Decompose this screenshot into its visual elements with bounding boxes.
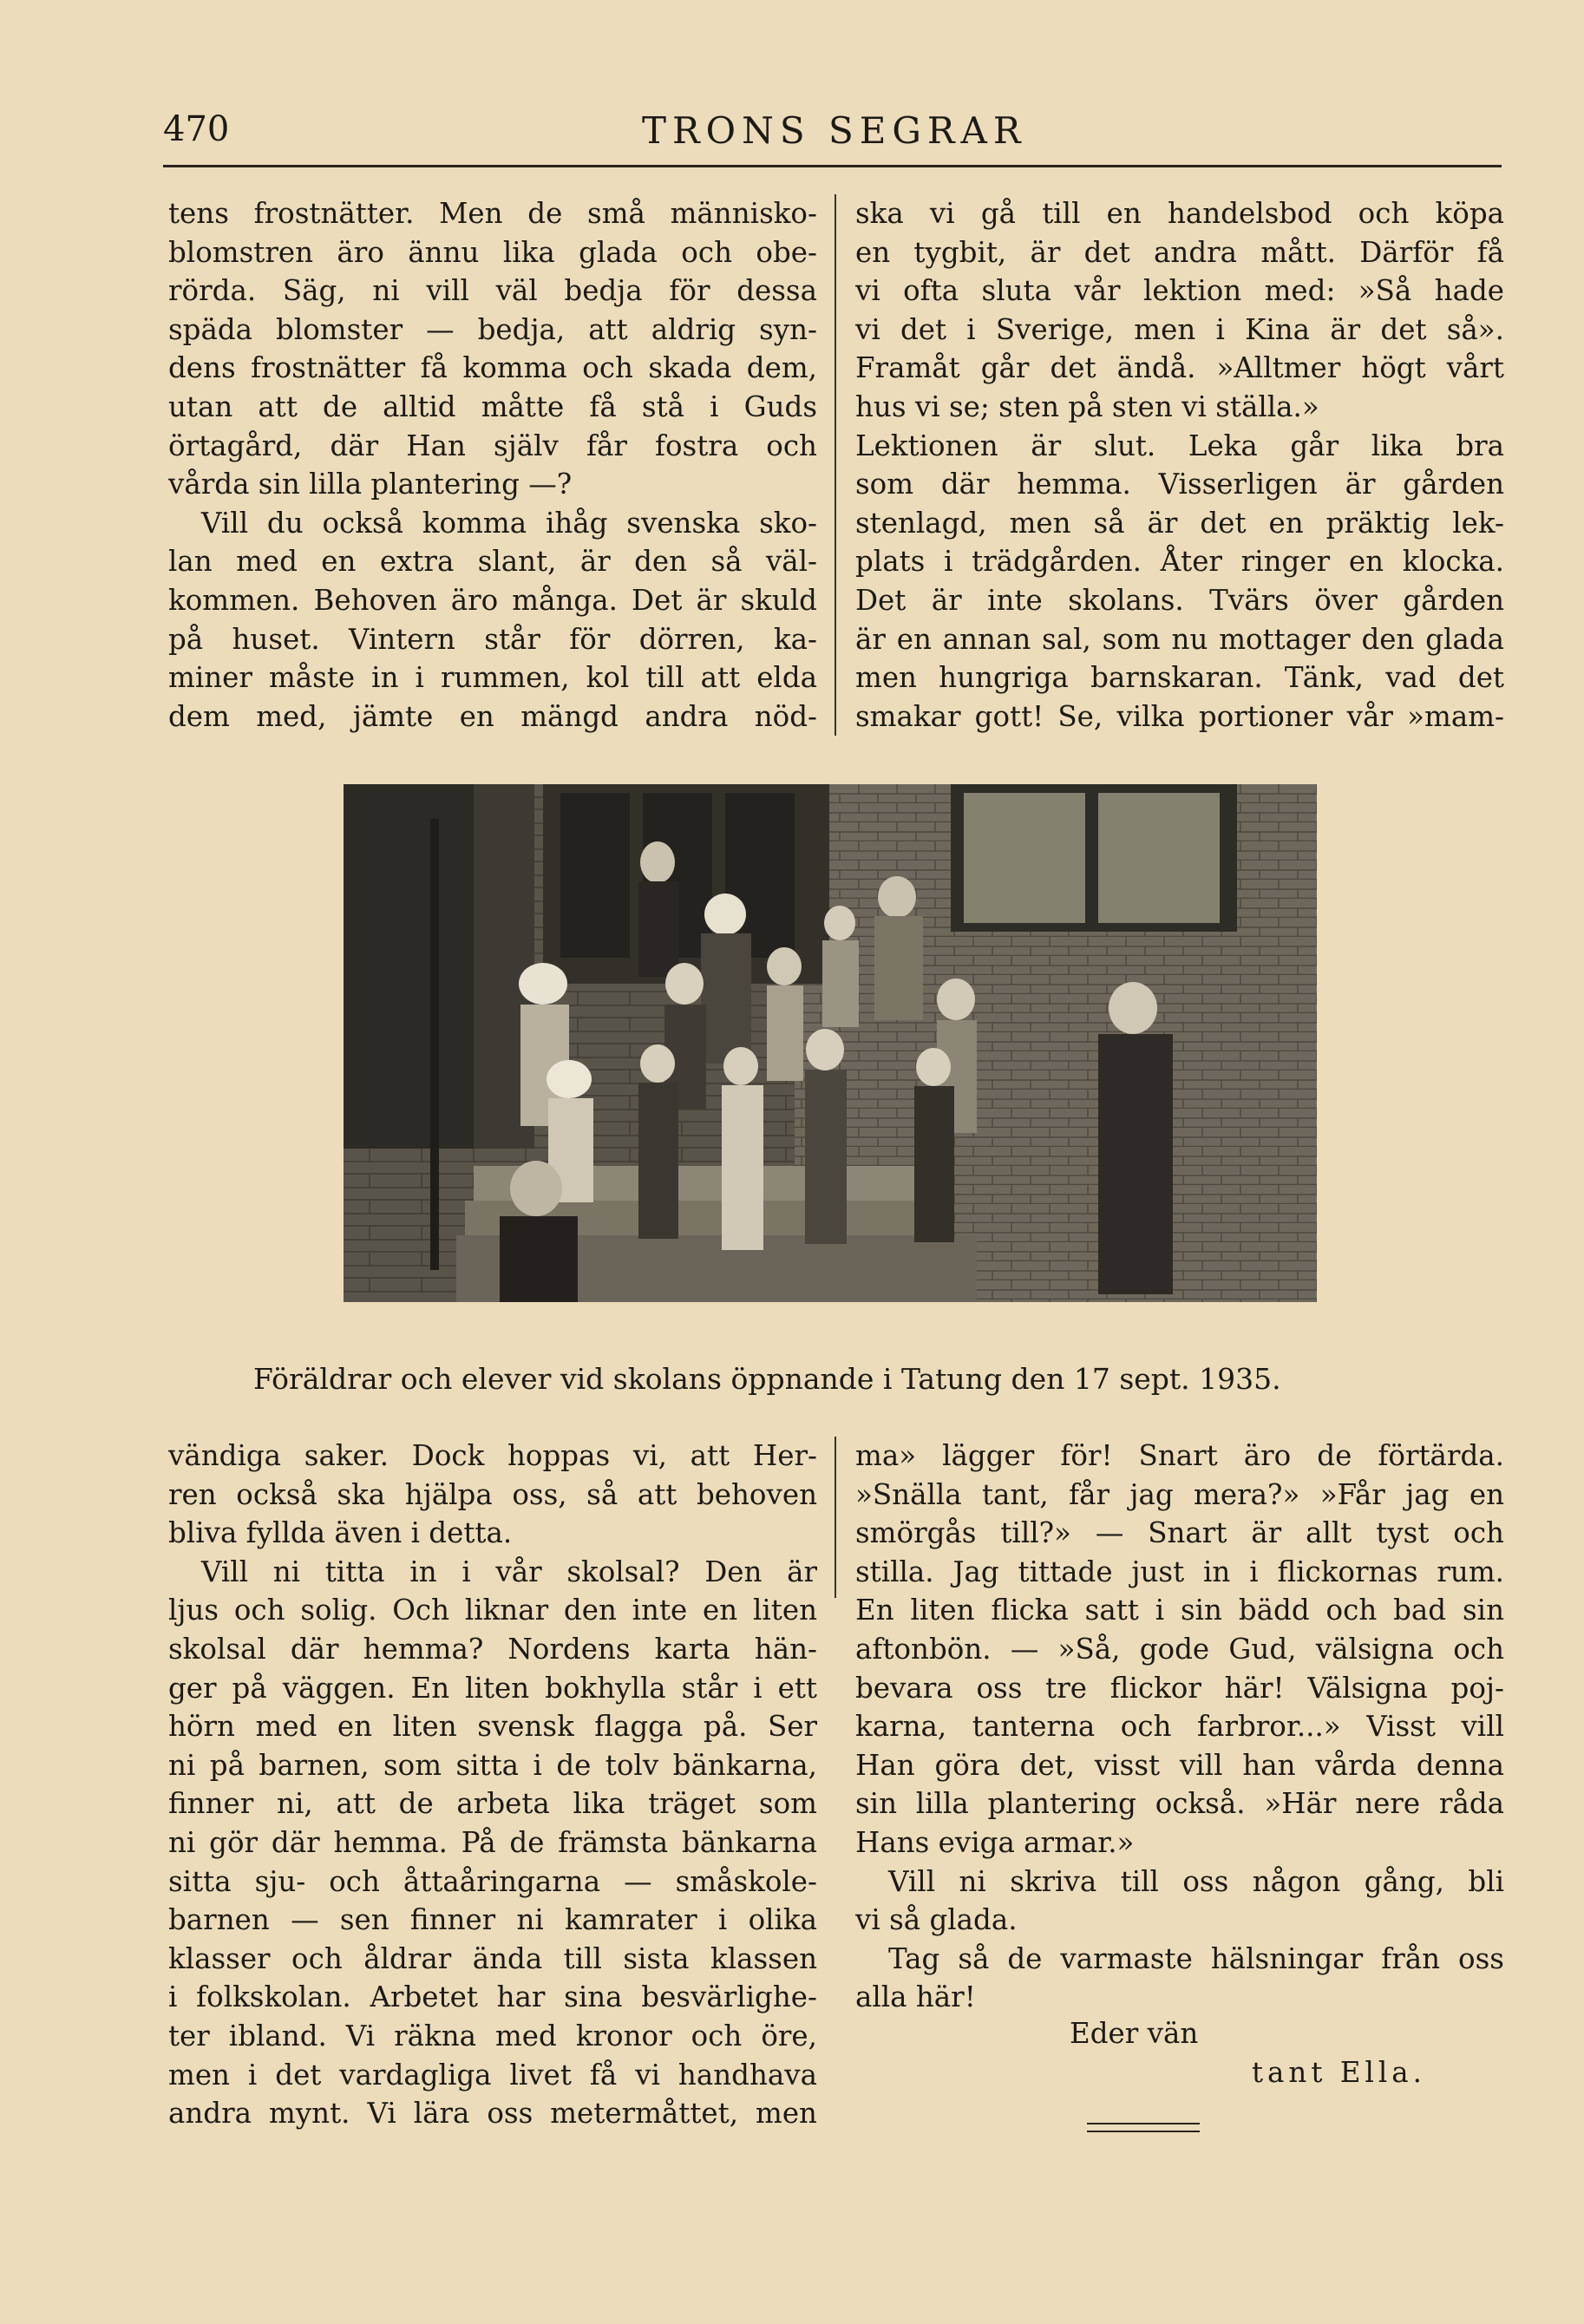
text-line: aftonbön. — »Så, gode Gud, välsigna och (855, 1632, 1504, 1666)
text-line: dem med, jämte en mängd andra nöd- (168, 699, 817, 733)
text-line: alla här! (855, 1980, 976, 2014)
text-line: ni gör där hemma. På de främsta bänkarna (168, 1825, 817, 1859)
text-line: vi det i Sverige, men i Kina är det så». (855, 312, 1504, 346)
text-line: vändiga saker. Dock hoppas vi, att Her- (168, 1439, 817, 1472)
text-line: tens frostnätter. Men de små människo- (168, 197, 817, 230)
group-photo-illustration (344, 784, 1317, 1302)
text-line: men hungriga barnskaran. Tänk, vad det (855, 661, 1504, 695)
text-line: hörn med en liten svensk flagga på. Ser (168, 1710, 817, 1744)
text-line: »Snälla tant, får jag mera?» »Får jag en (855, 1477, 1504, 1511)
text-line: smakar gott! Se, vilka portioner vår »mam- (855, 699, 1504, 733)
text-line: utan att de alltid måtte få stå i Guds (168, 390, 817, 423)
end-rule (1087, 2123, 1200, 2124)
text-line: ni på barnen, som sitta i de tolv bänkarna, (168, 1748, 817, 1782)
text-line: plats i trädgården. Åter ringer en klocka. (855, 545, 1504, 579)
bottom-right-column (855, 1437, 1504, 2017)
text-line: Lektionen är slut. Leka går lika bra (855, 429, 1504, 462)
signature-greeting: Eder vän (1070, 2017, 1199, 2050)
text-line: blomstren äro ännu lika glada och obe- (168, 235, 817, 269)
text-line: smörgås till?» — Snart är allt tyst och (855, 1516, 1504, 1550)
top-left-column (168, 194, 817, 736)
top-right-column (855, 194, 1504, 736)
text-line: skolsal där hemma? Nordens karta hän- (168, 1632, 817, 1666)
header-rule (163, 165, 1502, 167)
column-divider-top (835, 194, 836, 736)
signature-name: tant Ella. (1252, 2056, 1426, 2089)
text-line: örtagård, där Han själv får fostra och (168, 429, 817, 462)
text-line: ljus och solig. Och liknar den inte en liten (168, 1594, 817, 1627)
text-line: späda blomster — bedja, att aldrig syn- (168, 312, 817, 346)
end-rule (1087, 2131, 1200, 2132)
text-line: Vill ni titta in i vår skolsal? Den är (201, 1555, 817, 1588)
column-divider-bottom (835, 1437, 836, 1598)
text-line: miner måste in i rummen, kol till att elda (168, 661, 817, 695)
text-line: En liten flicka satt i sin bädd och bad sin (855, 1594, 1504, 1627)
text-line: en tygbit, är det andra mått. Därför få (855, 235, 1504, 269)
text-line: vårda sin lilla plantering —? (168, 468, 573, 501)
text-line: stenlagd, men så är det en präktig lek- (855, 506, 1504, 540)
text-line: ter ibland. Vi räkna med kronor och öre, (168, 2019, 817, 2052)
text-line: bliva fyllda även i detta. (168, 1516, 513, 1550)
text-line: Framåt går det ändå. »Alltmer högt vårt (855, 351, 1504, 385)
text-line: kommen. Behoven äro många. Det är skuld (168, 583, 817, 617)
text-line: vi ofta sluta vår lektion med: »Så hade (855, 274, 1504, 308)
text-line: rörda. Säg, ni vill väl bedja för dessa (168, 274, 817, 308)
text-line: klasser och åldrar ända till sista klassen (168, 1941, 817, 1975)
text-line: ren också ska hjälpa oss, så att behoven (168, 1477, 817, 1511)
text-line: bevara oss tre flickor här! Välsigna poj- (855, 1671, 1504, 1705)
text-line: på huset. Vintern står för dörren, ka- (168, 622, 817, 656)
text-line: lan med en extra slant, är den så väl- (168, 545, 817, 579)
bottom-left-column (168, 1437, 817, 2133)
text-line: barnen — sen finner ni kamrater i olika (168, 1903, 817, 1937)
text-line: finner ni, att de arbeta lika träget som (168, 1787, 817, 1821)
text-line: stilla. Jag tittade just in i flickornas rum. (855, 1555, 1504, 1588)
running-title: TRONS SEGRAR (642, 109, 1027, 152)
text-line: dens frostnätter få komma och skada dem, (168, 351, 817, 385)
text-line: Hans eviga armar.» (855, 1825, 1135, 1859)
text-line: vi så glada. (855, 1903, 1018, 1937)
text-line: karna, tanterna och farbror...» Visst vill (855, 1710, 1504, 1744)
text-line: Tag så de varmaste hälsningar från oss (888, 1941, 1504, 1975)
text-line: Han göra det, visst vill han vårda denna (855, 1748, 1504, 1782)
page-number: 470 (163, 109, 230, 149)
text-line: men i det vardagliga livet få vi handhava (168, 2058, 817, 2092)
text-line: i folkskolan. Arbetet har sina besvärlighe- (168, 1980, 817, 2014)
text-line: Vill ni skriva till oss någon gång, bli (888, 1864, 1504, 1898)
text-line: sin lilla plantering också. »Här nere råda (855, 1787, 1504, 1821)
text-line: ma» lägger för! Snart äro de förtärda. (855, 1439, 1504, 1472)
text-line: som där hemma. Visserligen är gården (855, 468, 1504, 501)
text-line: Det är inte skolans. Tvärs över gården (855, 583, 1504, 617)
text-line: hus vi se; sten på sten vi ställa.» (855, 390, 1319, 423)
photo-caption: Föräldrar och elever vid skolans öppnande i Tatung den 17 sept. 1935. (253, 1362, 1281, 1396)
text-line: Vill du också komma ihåg svenska sko- (201, 506, 817, 540)
text-line: ska vi gå till en handelsbod och köpa (855, 197, 1504, 230)
text-line: är en annan sal, som nu mottager den glada (855, 622, 1504, 656)
group-photo (344, 784, 1317, 1302)
text-line: andra mynt. Vi lära oss metermåttet, men (168, 2097, 817, 2131)
text-line: ger på väggen. En liten bokhylla står i ett (168, 1671, 817, 1705)
text-line: sitta sju- och åttaåringarna — småskole- (168, 1864, 817, 1898)
